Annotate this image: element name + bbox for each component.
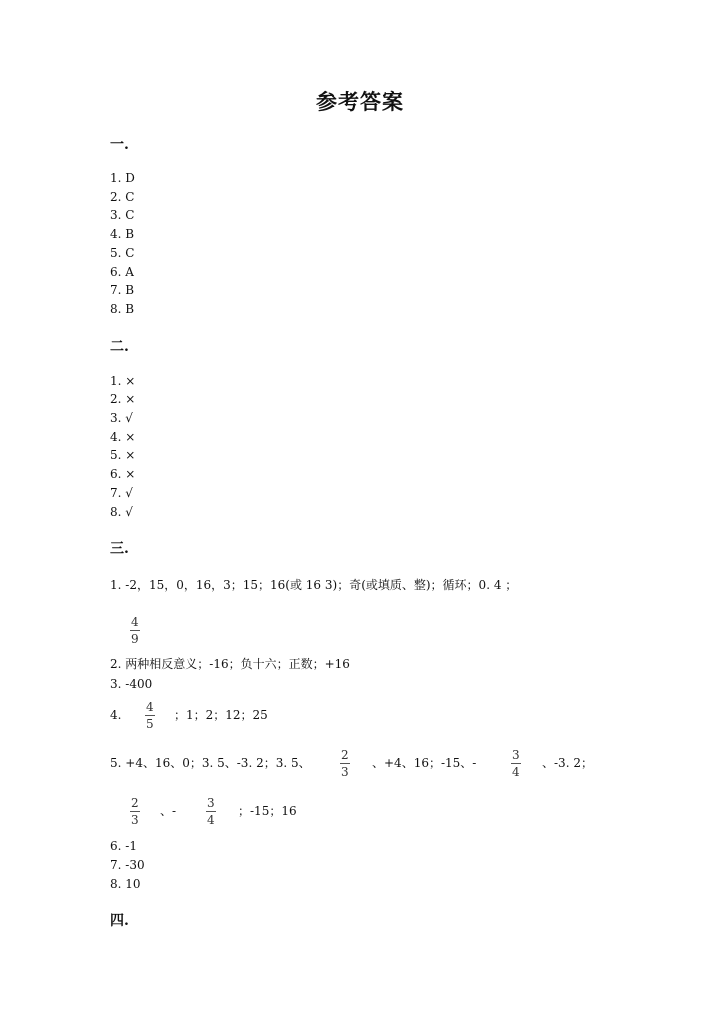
section-3-heading: 三. bbox=[110, 541, 129, 557]
answer-q5-part: 、+4、16；-15、- bbox=[372, 756, 477, 770]
fraction bbox=[145, 701, 155, 731]
fraction-bar bbox=[206, 811, 216, 812]
answer-line: 2. × bbox=[110, 392, 136, 406]
answer-q5-part: ；-15；16 bbox=[238, 804, 297, 818]
fraction bbox=[511, 749, 521, 779]
answer-line: 8. B bbox=[110, 302, 135, 316]
answer-line: 1. D bbox=[110, 171, 135, 185]
answer-line: 2. C bbox=[110, 190, 135, 204]
fraction bbox=[206, 797, 216, 827]
fraction-numerator: 3 bbox=[512, 748, 520, 762]
answer-q5-part: 、-3. 2； bbox=[542, 756, 593, 770]
fraction-denominator: 5 bbox=[146, 717, 154, 731]
answer-q4-prefix: 4. bbox=[110, 708, 122, 722]
answer-line: 8. √ bbox=[110, 505, 133, 519]
fraction-bar bbox=[130, 811, 140, 812]
fraction-bar bbox=[145, 715, 155, 716]
answer-line: 6. A bbox=[110, 265, 134, 279]
answer-line: 4. B bbox=[110, 227, 135, 241]
fraction bbox=[130, 616, 140, 646]
answer-line: 1. × bbox=[110, 374, 136, 388]
answer-q4-suffix: ；1；2；12；25 bbox=[174, 708, 268, 722]
answer-line-q7: 7. -30 bbox=[110, 858, 145, 872]
fraction-bar bbox=[130, 630, 140, 631]
fraction bbox=[130, 797, 140, 827]
section-4-heading: 四. bbox=[110, 913, 129, 929]
fraction-bar bbox=[511, 763, 521, 764]
fraction-numerator: 3 bbox=[207, 796, 215, 810]
fraction-numerator: 2 bbox=[341, 748, 349, 762]
answer-line-q2: 2. 两种相反意义；-16；负十六；正数；+16 bbox=[110, 657, 350, 671]
section-1-heading: 一. bbox=[110, 137, 129, 153]
answer-line: 3. √ bbox=[110, 411, 133, 425]
fraction-denominator: 3 bbox=[131, 813, 139, 827]
answer-line-q6: 6. -1 bbox=[110, 839, 137, 853]
answer-line: 3. C bbox=[110, 208, 135, 222]
answer-line: 5. C bbox=[110, 246, 135, 260]
fraction-numerator: 4 bbox=[131, 615, 139, 629]
answer-line-q3: 3. -400 bbox=[110, 677, 153, 691]
answer-line: 4. × bbox=[110, 430, 136, 444]
fraction-bar bbox=[340, 763, 350, 764]
fraction-denominator: 9 bbox=[131, 632, 139, 646]
answer-line: 7. B bbox=[110, 283, 135, 297]
section-2-heading: 二. bbox=[110, 339, 129, 355]
answer-line-q8: 8. 10 bbox=[110, 877, 141, 891]
fraction bbox=[340, 749, 350, 779]
fraction-numerator: 4 bbox=[146, 700, 154, 714]
answer-q5-part: 5. +4、16、0；3. 5、-3. 2；3. 5、 bbox=[110, 756, 311, 770]
fraction-denominator: 4 bbox=[512, 765, 520, 779]
fraction-denominator: 4 bbox=[207, 813, 215, 827]
answer-line: 5. × bbox=[110, 448, 136, 462]
answer-line-q1: 1. -2，15，0，16，3；15；16(或 16 3)；奇(或填质、整)；循环；0. 4 ； bbox=[110, 578, 518, 592]
answer-line: 6. × bbox=[110, 467, 136, 481]
fraction-denominator: 3 bbox=[341, 765, 349, 779]
answer-line: 7. √ bbox=[110, 486, 133, 500]
page-title: 参考答案 bbox=[316, 89, 404, 114]
fraction-numerator: 2 bbox=[131, 796, 139, 810]
answer-q5-part: 、- bbox=[160, 804, 177, 818]
